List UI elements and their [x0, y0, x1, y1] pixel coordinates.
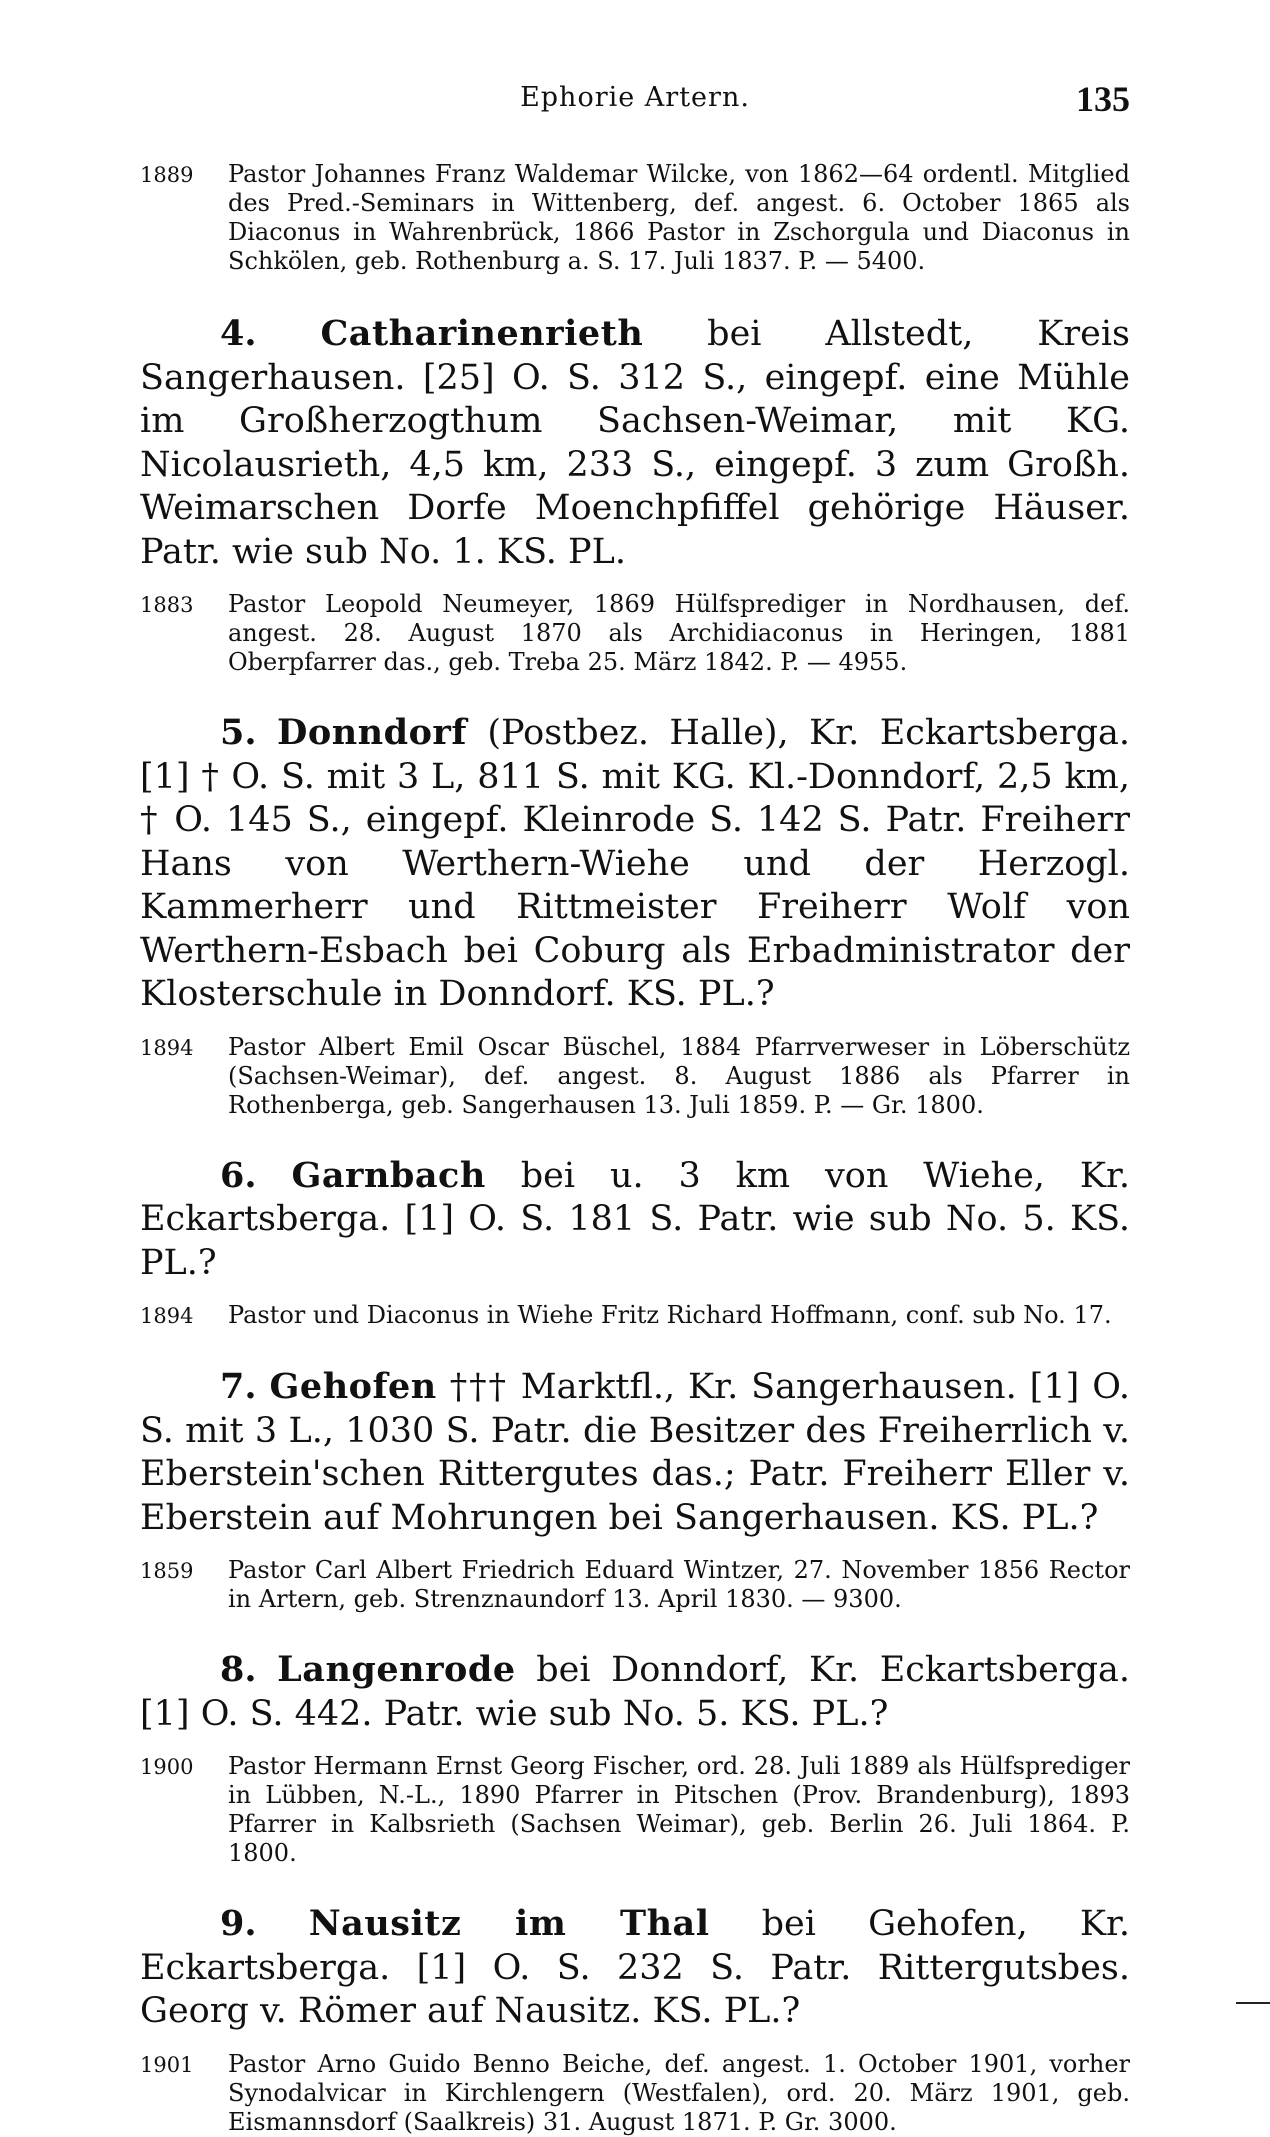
- parish-description: ††† Marktfl., Kr. Sangerhausen. [1] O. S. mit 3 L., 1030 S. Patr. die Besitzer des Freiherrlich v. Eberstein'schen Rittergutes das.; Patr. Freiherr Eller v. Eberstein auf Mohrungen bei Sangerhausen. KS. PL.?: [140, 1367, 1130, 1538]
- pastor-entry: [140, 590, 1130, 677]
- pastor-text: Pastor Leopold Neumeyer, 1869 Hülfsprediger in Nordhausen, def. angest. 28. August 1870 als Archidiaconus in Heringen, 1881 Oberpfarrer das., geb. Treba 25. März 1842. P. — 4955.: [228, 590, 1130, 676]
- parish-number: 8.: [220, 1649, 257, 1690]
- pastor-year: 1883: [140, 593, 194, 617]
- parish-number: 6.: [220, 1154, 257, 1196]
- parish-number: 4.: [220, 313, 257, 354]
- parish-number: 7.: [220, 1366, 257, 1407]
- parish-number: 9.: [220, 1903, 257, 1944]
- parish-entry-9: [140, 1902, 1130, 2034]
- pastor-text: Pastor Arno Guido Benno Beiche, def. angest. 1. October 1901, vorher Synodalvicar in Kirchlengern (Westfalen), ord. 20. März 1901, geb. Eismannsdorf (Saalkreis) 31. August 1871. P. Gr. 3000.: [228, 2049, 1130, 2136]
- parish-entry-8: [140, 1648, 1130, 1736]
- pastor-year: 1859: [140, 1559, 194, 1583]
- pastor-text: Pastor Johannes Franz Waldemar Wilcke, von 1862—64 ordentl. Mitglied des Pred.-Seminars in Wittenberg, def. angest. 6. October 1865 als Diaconus in Wahrenbrück, 1866 Pastor in Zschorgula und Diaconus in Schkölen, geb. Rothenburg a. S. 17. Juli 1837. P. — 5400.: [228, 160, 1130, 275]
- parish-entry-5: [140, 711, 1130, 1017]
- pastor-text: Pastor Hermann Ernst Georg Fischer, ord. 28. Juli 1889 als Hülfsprediger in Lübben, N.-L., 1890 Pfarrer in Pitschen (Prov. Brandenburg), 1893 Pfarrer in Kalbsrieth (Sachsen Weimar), geb. Berlin 26. Juli 1864. P. 1800.: [228, 1752, 1130, 1867]
- pastor-entry: [140, 1301, 1130, 1331]
- parish-name: Gehofen: [269, 1366, 437, 1407]
- pastor-year: 1889: [140, 163, 194, 187]
- parish-entry-4: [140, 312, 1130, 574]
- parish-name: Donndorf: [277, 712, 467, 753]
- pastor-text: Pastor und Diaconus in Wiehe Fritz Richard Hoffmann, conf. sub No. 17.: [228, 1301, 1112, 1329]
- parish-description: bei Gehofen, Kr. Eckartsberga. [1] O. S. 232 S. Patr. Rittergutsbes. Georg v. Römer auf Nausitz. KS. PL.?: [140, 1904, 1130, 2031]
- parish-name: Nausitz im Thal: [308, 1903, 710, 1944]
- pastor-entry: [140, 160, 1130, 276]
- pastor-entry: [140, 1033, 1130, 1120]
- page-number: 135: [1076, 79, 1130, 119]
- pastor-text: Pastor Carl Albert Friedrich Eduard Wintzer, 27. November 1856 Rector in Artern, geb. Strenznaundorf 13. April 1830. — 9300.: [228, 1556, 1130, 1613]
- pastor-text: Pastor Albert Emil Oscar Büschel, 1884 Pfarrverweser in Löberschütz (Sachsen-Weimar), def. angest. 8. August 1886 als Pfarrer in Rothenberga, geb. Sangerhausen 13. Juli 1859. P. — Gr. 1800.: [228, 1032, 1130, 1119]
- parish-description: (Postbez. Halle), Kr. Eckartsberga. [1] † O. S. mit 3 L, 811 S. mit KG. Kl.-Donndorf, 2,5 km, † O. 145 S., eingepf. Kleinrode S. 142 S. Patr. Freiherr Hans von Werthern-Wiehe und der Herzogl. Kammerherr und Rittmeister Freiherr Wolf von Werthern-Esbach bei Coburg als Erbadministrator der Klosterschule in Donndorf. KS. PL.?: [140, 713, 1130, 1014]
- parish-description: bei Donndorf, Kr. Eckartsberga. [1] O. S. 442. Patr. wie sub No. 5. KS. PL.?: [140, 1650, 1130, 1734]
- page-header: [140, 78, 1130, 122]
- parish-entry-6: [140, 1154, 1130, 1286]
- page-edge-rule: [1236, 2002, 1270, 2004]
- parish-name: Catharinenrieth: [320, 313, 644, 354]
- pastor-year: 1894: [140, 1035, 194, 1060]
- pastor-entry: [140, 1556, 1130, 1614]
- pastor-year: 1901: [140, 2052, 194, 2077]
- pastor-year: 1894: [140, 1304, 194, 1328]
- parish-name: Langenrode: [277, 1649, 516, 1690]
- running-title: Ephorie Artern.: [520, 82, 750, 113]
- pastor-entry: [140, 2050, 1130, 2137]
- pastor-entry: [140, 1752, 1130, 1868]
- parish-entry-7: [140, 1365, 1130, 1540]
- parish-description: bei u. 3 km von Wiehe, Kr. Eckartsberga. [1] O. S. 181 S. Patr. wie sub No. 5. KS. PL.?: [140, 1155, 1130, 1283]
- pastor-year: 1900: [140, 1755, 194, 1779]
- parish-description: bei Allstedt, Kreis Sangerhausen. [25] O. S. 312 S., eingepf. eine Mühle im Großherzogthum Sachsen-Weimar, mit KG. Nicolausrieth, 4,5 km, 233 S., eingepf. 3 zum Großh. Weimarschen Dorfe Moenchpfiffel gehörige Häuser. Patr. wie sub No. 1. KS. PL.: [140, 314, 1130, 572]
- parish-name: Garnbach: [291, 1154, 486, 1196]
- page-body: [140, 160, 1130, 2137]
- parish-number: 5.: [220, 712, 257, 753]
